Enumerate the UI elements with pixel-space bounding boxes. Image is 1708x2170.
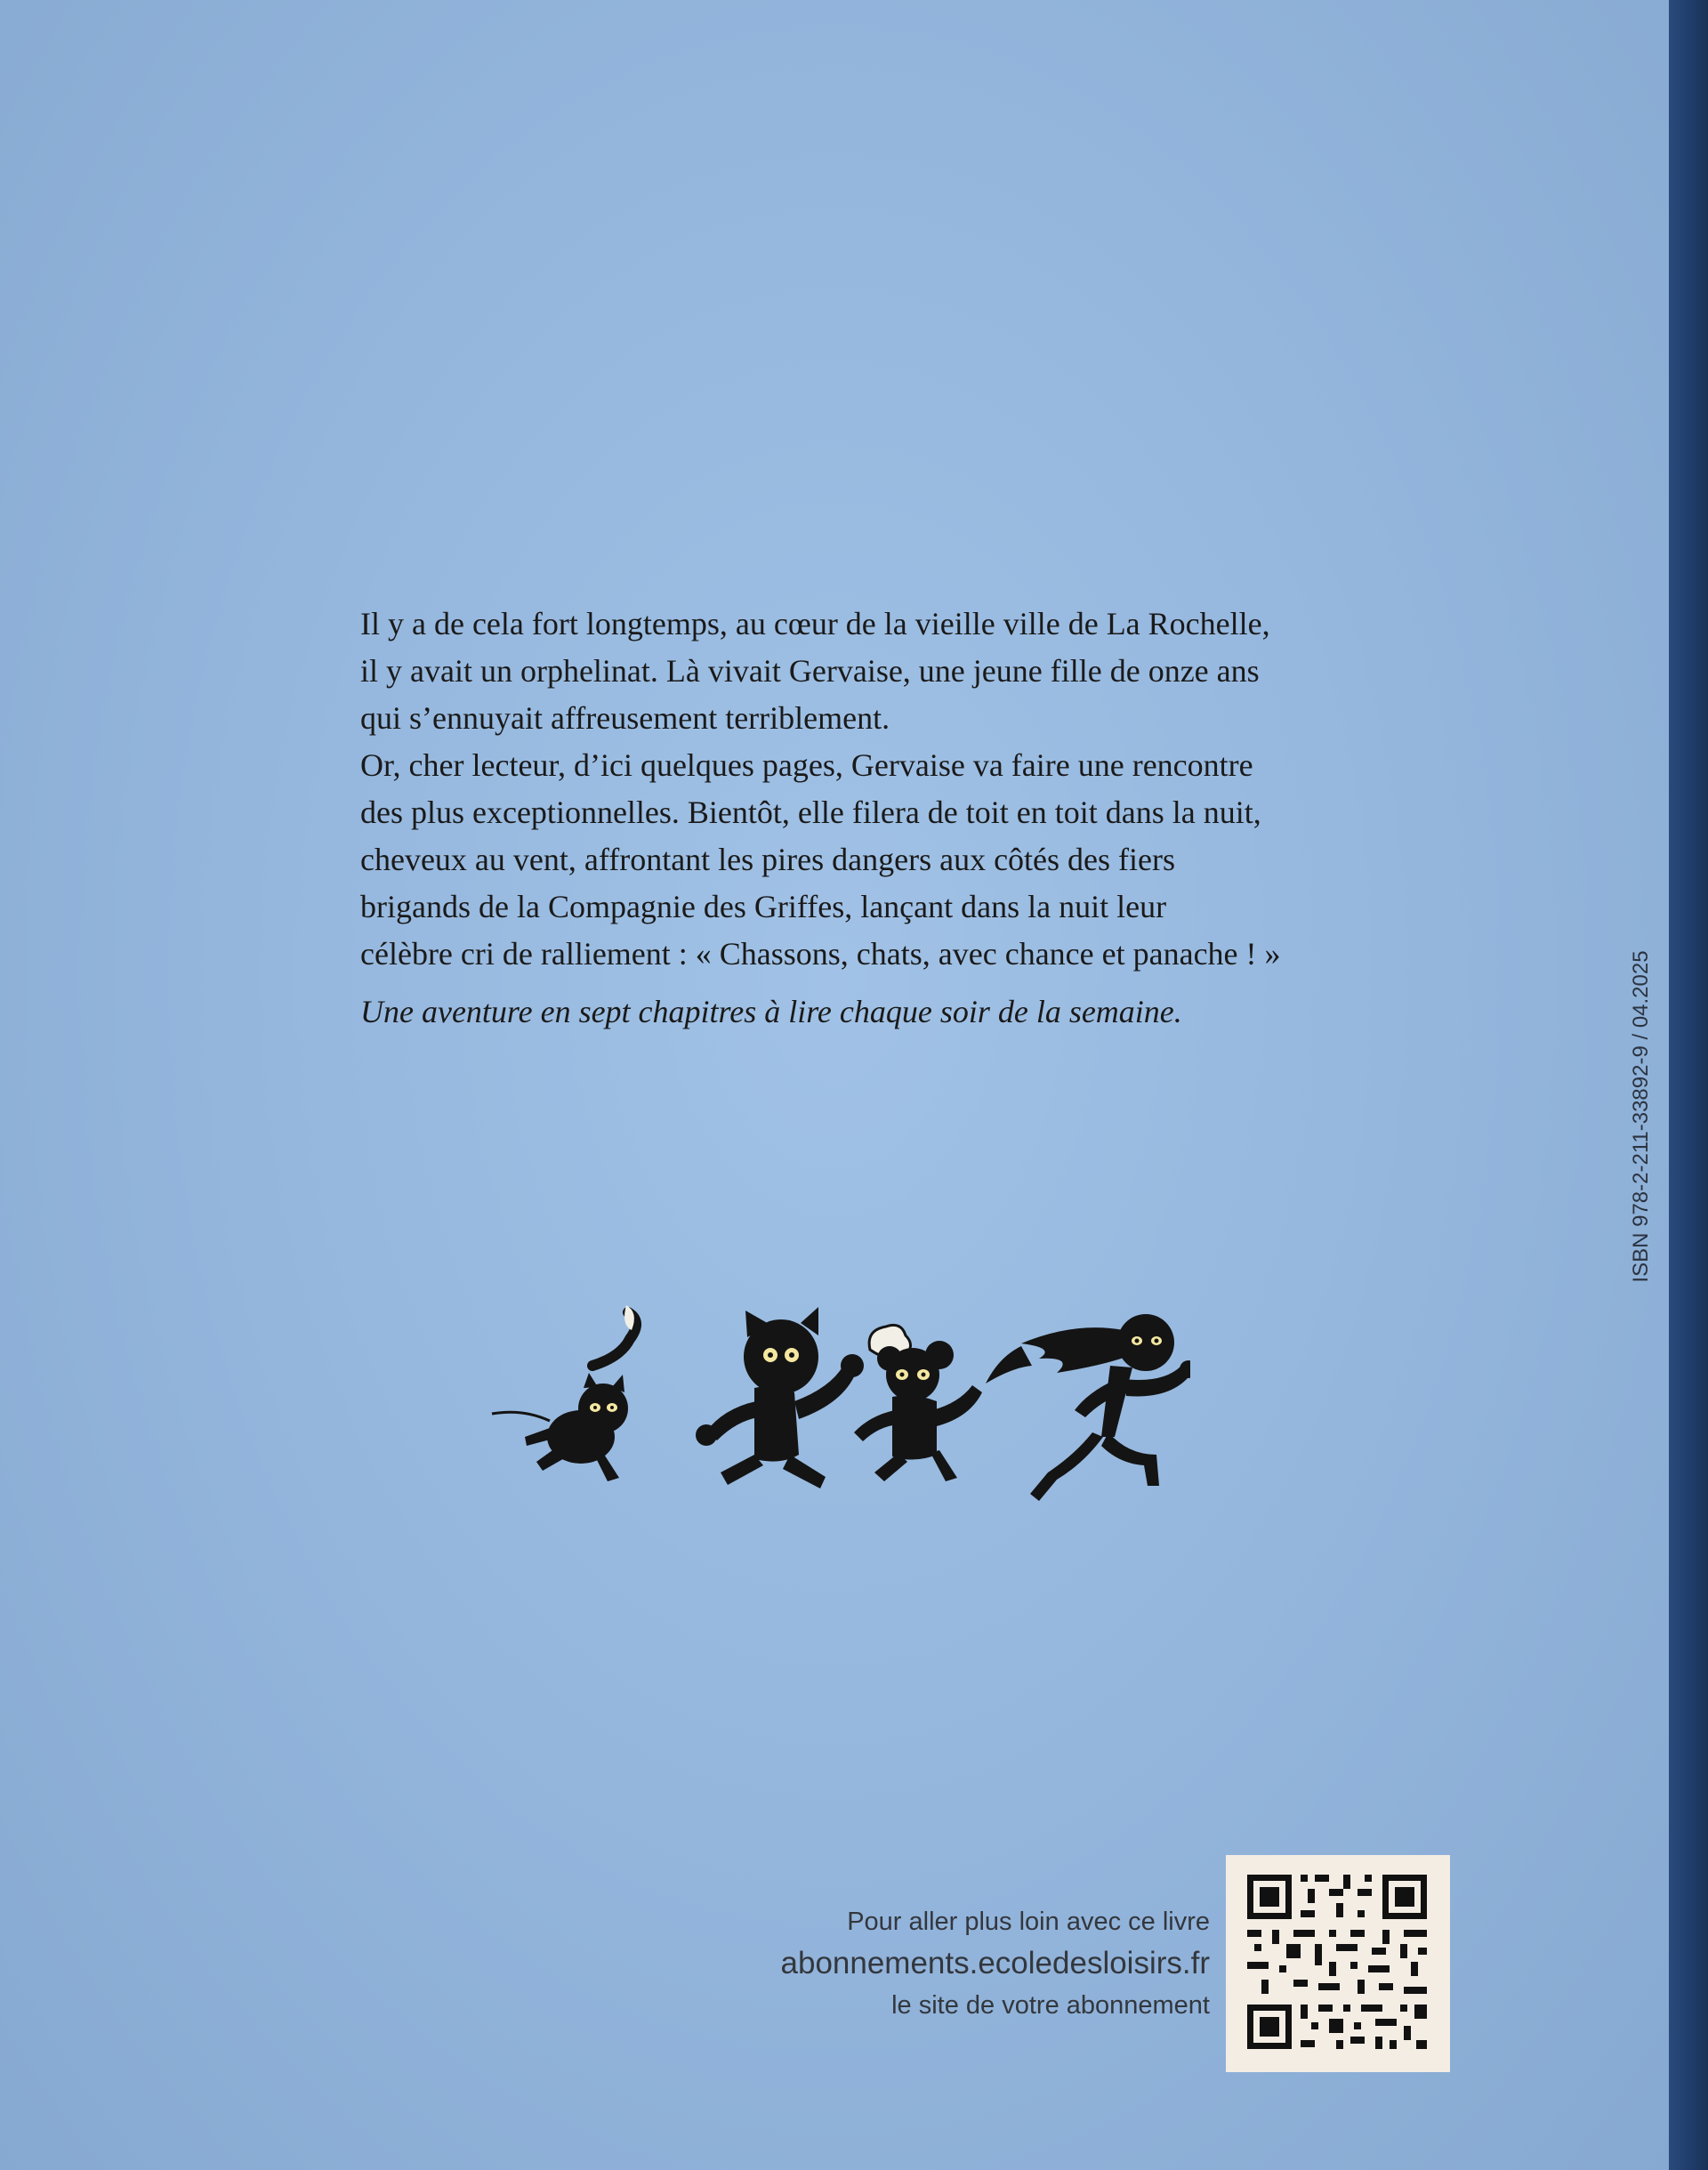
- qr-code[interactable]: [1226, 1855, 1450, 2072]
- running-girl-silhouette-icon: [986, 1314, 1190, 1501]
- mouse-character-icon: [492, 1305, 636, 1481]
- tagline: Une aventure en sept chapitres à lire chaque soir de la semaine.: [360, 994, 1182, 1029]
- mouse-with-feather-icon: [854, 1325, 982, 1481]
- blurb-line: des plus exceptionnelles. Bientôt, elle filera de toit en toit dans la nuit,: [360, 795, 1261, 830]
- blurb-line: qui s’ennuyait affreusement terriblement.: [360, 700, 890, 736]
- blurb-line: Il y a de cela fort longtemps, au cœur de la vieille ville de La Rochelle,: [360, 606, 1270, 641]
- characters-illustration: [487, 1303, 1190, 1504]
- blurb-text: [360, 601, 1392, 1036]
- footer-line: Pour aller plus loin avec ce livre: [847, 1908, 1210, 1936]
- qr-code-icon: [1226, 1855, 1450, 2072]
- isbn-label: ISBN 978-2-211-33892-9 / 04.2025: [1629, 950, 1653, 1283]
- book-spine: [1669, 0, 1708, 2170]
- blurb-line: cheveux au vent, affrontant les pires dangers aux côtés des fiers: [360, 842, 1175, 877]
- footer-line: le site de votre abonnement: [891, 1991, 1210, 2020]
- black-cat-character-icon: [696, 1307, 864, 1488]
- blurb-line: célèbre cri de ralliement : « Chassons, chats, avec chance et panache ! »: [360, 936, 1281, 972]
- blurb-line: Or, cher lecteur, d’ici quelques pages, Gervaise va faire une rencontre: [360, 747, 1253, 783]
- website-link[interactable]: abonnements.ecoledesloisirs.fr: [780, 1946, 1210, 1980]
- blurb-line: il y avait un orphelinat. Là vivait Gervaise, une jeune fille de onze ans: [360, 653, 1260, 689]
- blurb-line: brigands de la Compagnie des Griffes, lançant dans la nuit leur: [360, 889, 1167, 924]
- subscription-info: [676, 1902, 1210, 2025]
